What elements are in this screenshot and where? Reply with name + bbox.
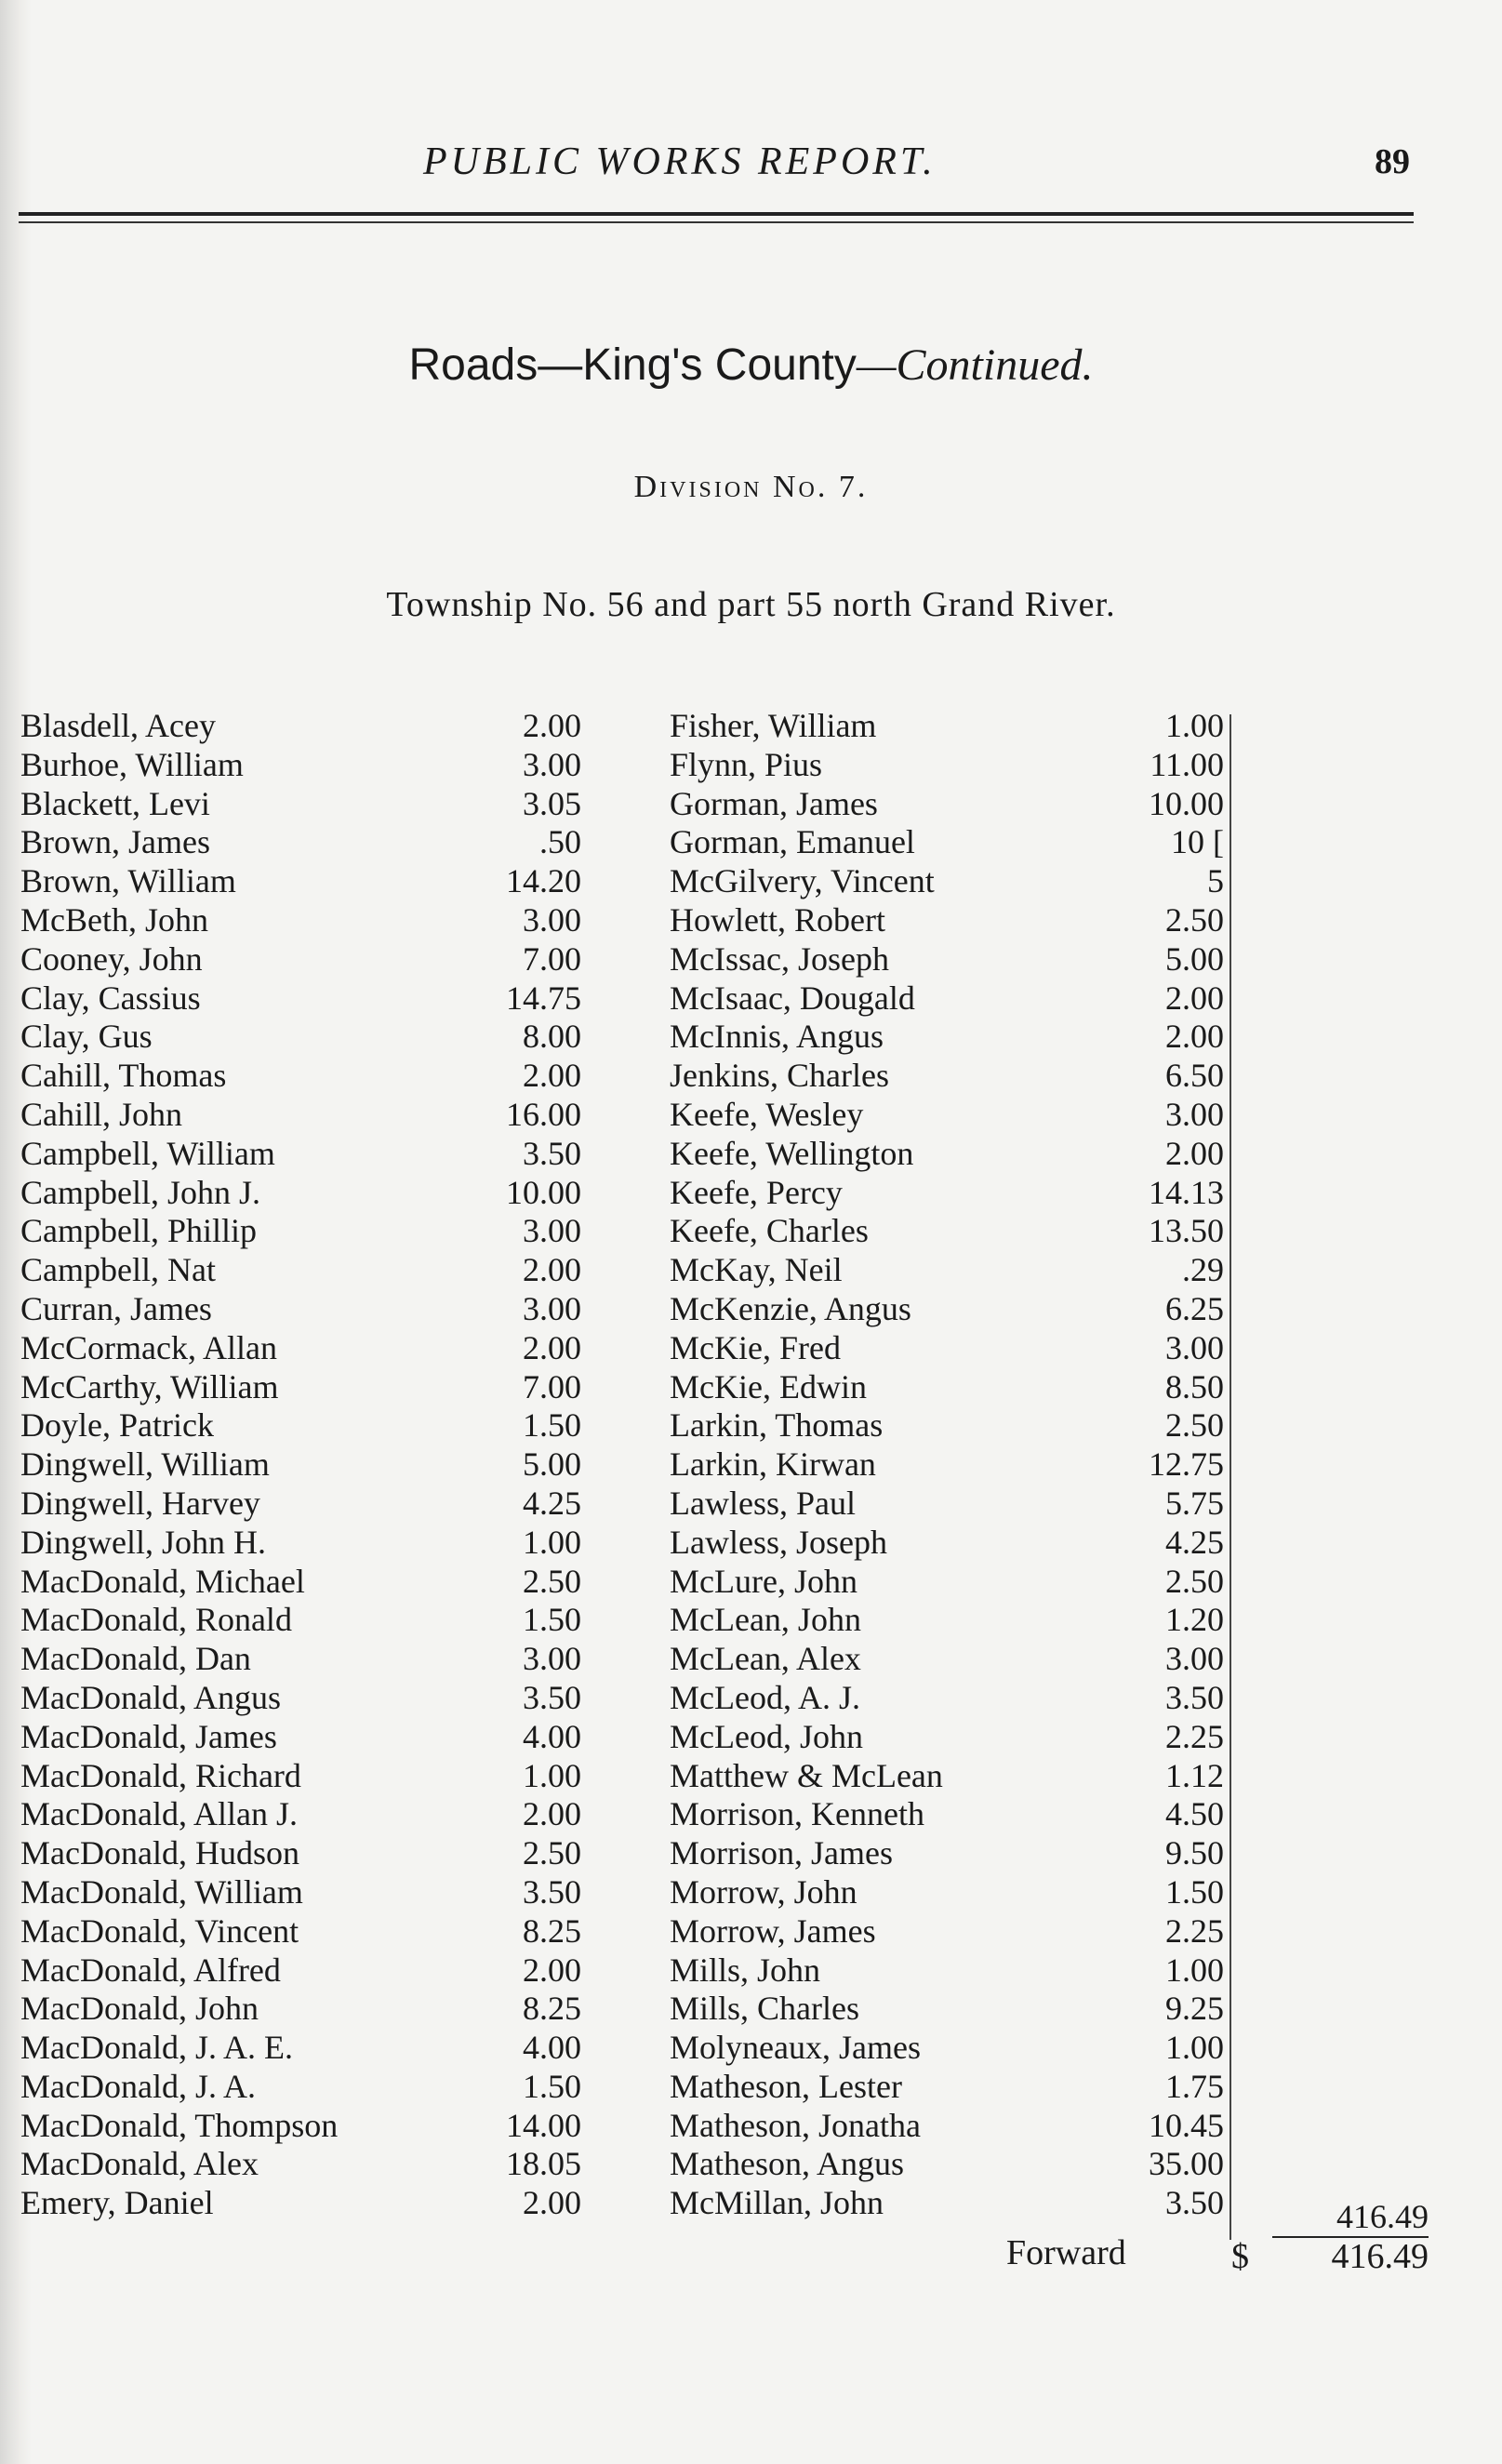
list-row bbox=[0, 1951, 1502, 1991]
list-row bbox=[0, 746, 1502, 785]
left-amount: .50 bbox=[539, 823, 581, 861]
left-name: MacDonald, James bbox=[20, 1717, 277, 1755]
right-amount: 12.75 bbox=[1149, 1445, 1224, 1484]
running-title: PUBLIC WORKS REPORT. bbox=[423, 140, 937, 183]
running-head bbox=[0, 140, 1502, 195]
list-row bbox=[0, 1679, 1502, 1718]
right-name: Keefe, Wesley bbox=[670, 1095, 864, 1133]
township-heading: Township No. 56 and part 55 north Grand River. bbox=[386, 585, 1116, 624]
left-name: Campbell, John J. bbox=[20, 1173, 260, 1211]
right-amount: 35.00 bbox=[1149, 2145, 1224, 2183]
left-name: MacDonald, Allan J. bbox=[20, 1795, 298, 1833]
right-amount: 3.00 bbox=[1165, 1328, 1224, 1366]
right-amount: 1.20 bbox=[1165, 1601, 1224, 1639]
left-name: Blasdell, Acey bbox=[20, 707, 216, 744]
right-amount: 2.25 bbox=[1165, 1911, 1224, 1950]
left-amount: 3.00 bbox=[523, 1289, 581, 1327]
left-name: MacDonald, Dan bbox=[20, 1640, 251, 1678]
right-amount: 10 [ bbox=[1171, 823, 1224, 861]
list-row bbox=[0, 707, 1502, 746]
left-amount: 2.50 bbox=[523, 1562, 581, 1600]
left-name: Brown, William bbox=[20, 862, 236, 900]
left-amount: 3.05 bbox=[523, 784, 581, 822]
section-title-main: Roads—King's County bbox=[408, 340, 857, 390]
list-row bbox=[0, 1990, 1502, 2029]
left-name: Clay, Cassius bbox=[20, 979, 201, 1017]
right-name: McIsaac, Dougald bbox=[670, 979, 915, 1017]
forward-label: Forward bbox=[1006, 2233, 1126, 2272]
list-row bbox=[0, 1912, 1502, 1951]
left-name: McBeth, John bbox=[20, 900, 208, 939]
right-name: Lawless, Joseph bbox=[670, 1523, 887, 1561]
left-amount: 3.00 bbox=[523, 745, 581, 783]
list-row bbox=[0, 1563, 1502, 1602]
right-amount: 1.00 bbox=[1165, 2029, 1224, 2067]
right-name: McLean, Alex bbox=[670, 1640, 861, 1678]
right-amount: 2.50 bbox=[1165, 1406, 1224, 1445]
left-name: Cahill, John bbox=[20, 1095, 183, 1133]
right-name: Jenkins, Charles bbox=[670, 1057, 889, 1095]
right-amount: 1.75 bbox=[1165, 2067, 1224, 2105]
header-rule-thick bbox=[19, 212, 1414, 216]
right-name: Larkin, Thomas bbox=[670, 1406, 884, 1445]
left-amount: 10.00 bbox=[506, 1173, 581, 1211]
right-name: Matheson, Lester bbox=[670, 2067, 902, 2105]
right-name: Lawless, Paul bbox=[670, 1484, 856, 1522]
list-row bbox=[0, 2145, 1502, 2184]
left-amount: 3.50 bbox=[523, 1134, 581, 1172]
right-amount: 8.50 bbox=[1165, 1367, 1224, 1405]
right-amount: 2.50 bbox=[1165, 900, 1224, 939]
list-row bbox=[0, 1251, 1502, 1290]
left-name: Blackett, Levi bbox=[20, 784, 210, 822]
list-row bbox=[0, 1057, 1502, 1096]
left-name: MacDonald, J. A. E. bbox=[20, 2029, 293, 2067]
left-name: Campbell, Nat bbox=[20, 1251, 216, 1289]
left-amount: 1.50 bbox=[523, 1406, 581, 1445]
right-amount: 2.00 bbox=[1165, 979, 1224, 1017]
amount-column-rule bbox=[1230, 714, 1231, 2240]
right-name: McKie, Edwin bbox=[670, 1367, 867, 1405]
left-amount: 5.00 bbox=[523, 1445, 581, 1484]
list-row bbox=[0, 1757, 1502, 1796]
left-name: MacDonald, William bbox=[20, 1872, 303, 1911]
left-amount: 3.00 bbox=[523, 1212, 581, 1250]
left-amount: 2.00 bbox=[523, 2184, 581, 2222]
right-amount: 6.25 bbox=[1165, 1289, 1224, 1327]
right-name: Morrison, James bbox=[670, 1834, 893, 1872]
left-amount: 3.00 bbox=[523, 900, 581, 939]
left-name: Doyle, Patrick bbox=[20, 1406, 214, 1445]
left-amount: 4.25 bbox=[523, 1484, 581, 1522]
right-amount: 6.50 bbox=[1165, 1057, 1224, 1095]
right-amount: 10.45 bbox=[1149, 2106, 1224, 2144]
left-name: Brown, James bbox=[20, 823, 210, 861]
list-row bbox=[0, 1096, 1502, 1135]
left-name: McCormack, Allan bbox=[20, 1328, 277, 1366]
right-name: Morrison, Kenneth bbox=[670, 1795, 924, 1833]
left-amount: 14.20 bbox=[506, 862, 581, 900]
left-amount: 4.00 bbox=[523, 2029, 581, 2067]
left-amount: 2.00 bbox=[523, 1951, 581, 1989]
left-amount: 2.00 bbox=[523, 707, 581, 744]
left-amount: 7.00 bbox=[523, 1367, 581, 1405]
page-number: 89 bbox=[1375, 142, 1410, 181]
left-name: MacDonald, Alfred bbox=[20, 1951, 281, 1989]
left-amount: 1.50 bbox=[523, 2067, 581, 2105]
right-amount: 5.00 bbox=[1165, 939, 1224, 978]
list-row bbox=[0, 1834, 1502, 1873]
right-amount: 13.50 bbox=[1149, 1212, 1224, 1250]
list-row bbox=[0, 1485, 1502, 1524]
list-row bbox=[0, 1445, 1502, 1485]
left-amount: 3.00 bbox=[523, 1640, 581, 1678]
list-row bbox=[0, 1329, 1502, 1368]
right-amount: 2.00 bbox=[1165, 1018, 1224, 1056]
left-amount: 1.00 bbox=[523, 1756, 581, 1794]
list-row bbox=[0, 1368, 1502, 1407]
right-amount: 3.00 bbox=[1165, 1095, 1224, 1133]
left-amount: 2.00 bbox=[523, 1057, 581, 1095]
left-amount: 7.00 bbox=[523, 939, 581, 978]
left-name: MacDonald, Angus bbox=[20, 1678, 281, 1716]
right-amount: 3.50 bbox=[1165, 2184, 1224, 2222]
left-amount: 2.00 bbox=[523, 1328, 581, 1366]
right-amount: 2.25 bbox=[1165, 1717, 1224, 1755]
right-amount: 3.00 bbox=[1165, 1640, 1224, 1678]
division-heading: Division No. 7. bbox=[633, 470, 869, 504]
left-name: MacDonald, Alex bbox=[20, 2145, 259, 2183]
left-amount: 14.00 bbox=[506, 2106, 581, 2144]
left-amount: 3.50 bbox=[523, 1678, 581, 1716]
left-name: MacDonald, Hudson bbox=[20, 1834, 299, 1872]
right-amount: .29 bbox=[1182, 1251, 1224, 1289]
list-row bbox=[0, 862, 1502, 901]
left-amount: 4.00 bbox=[523, 1717, 581, 1755]
right-amount: 9.25 bbox=[1165, 1990, 1224, 2028]
left-amount: 8.25 bbox=[523, 1990, 581, 2028]
list-row bbox=[0, 1795, 1502, 1834]
list-row bbox=[0, 1174, 1502, 1213]
left-name: McCarthy, William bbox=[20, 1367, 279, 1405]
right-amount: 11.00 bbox=[1150, 745, 1224, 783]
right-amount: 5.75 bbox=[1165, 1484, 1224, 1522]
left-amount: 14.75 bbox=[506, 979, 581, 1017]
left-name: MacDonald, Vincent bbox=[20, 1911, 299, 1950]
list-row bbox=[0, 1290, 1502, 1329]
right-amount: 3.50 bbox=[1165, 1678, 1224, 1716]
list-row bbox=[0, 1601, 1502, 1640]
left-amount: 2.50 bbox=[523, 1834, 581, 1872]
list-row bbox=[0, 2029, 1502, 2068]
right-name: Matheson, Jonatha bbox=[670, 2106, 921, 2144]
right-name: Matthew & McLean bbox=[670, 1756, 943, 1794]
right-name: McLeod, John bbox=[670, 1717, 863, 1755]
right-name: McLeod, A. J. bbox=[670, 1678, 860, 1716]
left-name: Campbell, William bbox=[20, 1134, 275, 1172]
left-amount: 8.00 bbox=[523, 1018, 581, 1056]
left-name: Cooney, John bbox=[20, 939, 203, 978]
right-name: Keefe, Wellington bbox=[670, 1134, 914, 1172]
right-amount: 1.12 bbox=[1165, 1756, 1224, 1794]
left-name: Dingwell, John H. bbox=[20, 1523, 266, 1561]
list-row bbox=[0, 2068, 1502, 2107]
list-row bbox=[0, 901, 1502, 940]
left-name: Burhoe, William bbox=[20, 745, 244, 783]
right-name: Matheson, Angus bbox=[670, 2145, 904, 2183]
right-name: Mills, Charles bbox=[670, 1990, 859, 2028]
left-name: MacDonald, J. A. bbox=[20, 2067, 256, 2105]
right-name: McInnis, Angus bbox=[670, 1018, 884, 1056]
list-row bbox=[0, 1718, 1502, 1757]
list-row bbox=[0, 2107, 1502, 2146]
right-name: McKenzie, Angus bbox=[670, 1289, 911, 1327]
right-name: Gorman, Emanuel bbox=[670, 823, 915, 861]
right-amount: 9.50 bbox=[1165, 1834, 1224, 1872]
right-amount: 14.13 bbox=[1149, 1173, 1224, 1211]
right-name: McLure, John bbox=[670, 1562, 857, 1600]
left-amount: 1.00 bbox=[523, 1523, 581, 1561]
right-amount: 2.00 bbox=[1165, 1134, 1224, 1172]
forward-amount: 416.49 bbox=[1331, 2237, 1429, 2276]
right-amount: 4.25 bbox=[1165, 1523, 1224, 1561]
currency-symbol: $ bbox=[1231, 2237, 1249, 2276]
left-name: Curran, James bbox=[20, 1289, 212, 1327]
left-name: Emery, Daniel bbox=[20, 2184, 214, 2222]
section-title-continued: —Continued. bbox=[856, 340, 1094, 390]
right-name: Molyneaux, James bbox=[670, 2029, 921, 2067]
list-row bbox=[0, 785, 1502, 824]
header-rule-thin bbox=[19, 221, 1414, 223]
right-name: Keefe, Charles bbox=[670, 1212, 869, 1250]
right-name: Howlett, Robert bbox=[670, 900, 885, 939]
left-amount: 1.50 bbox=[523, 1601, 581, 1639]
right-amount: 1.00 bbox=[1165, 707, 1224, 744]
right-amount: 1.50 bbox=[1165, 1872, 1224, 1911]
right-amount: 4.50 bbox=[1165, 1795, 1224, 1833]
right-name: Morrow, John bbox=[670, 1872, 857, 1911]
left-amount: 18.05 bbox=[506, 2145, 581, 2183]
right-name: Morrow, James bbox=[670, 1911, 876, 1950]
payment-list bbox=[0, 707, 1502, 2223]
right-amount: 1.00 bbox=[1165, 1951, 1224, 1989]
right-amount: 2.50 bbox=[1165, 1562, 1224, 1600]
left-name: Clay, Gus bbox=[20, 1018, 153, 1056]
list-row bbox=[0, 823, 1502, 862]
right-name: Flynn, Pius bbox=[670, 745, 823, 783]
right-name: McKay, Neil bbox=[670, 1251, 843, 1289]
list-row bbox=[0, 1640, 1502, 1679]
right-name: McGilvery, Vincent bbox=[670, 862, 935, 900]
right-name: McIssac, Joseph bbox=[670, 939, 889, 978]
right-amount: 5 bbox=[1207, 862, 1224, 900]
right-name: Gorman, James bbox=[670, 784, 878, 822]
list-row bbox=[0, 940, 1502, 979]
right-name: Keefe, Percy bbox=[670, 1173, 843, 1211]
left-amount: 3.50 bbox=[523, 1872, 581, 1911]
left-name: Cahill, Thomas bbox=[20, 1057, 227, 1095]
left-name: Campbell, Phillip bbox=[20, 1212, 258, 1250]
list-row bbox=[0, 1135, 1502, 1174]
left-amount: 8.25 bbox=[523, 1911, 581, 1950]
right-name: Larkin, Kirwan bbox=[670, 1445, 876, 1484]
left-name: MacDonald, Richard bbox=[20, 1756, 301, 1794]
right-name: McKie, Fred bbox=[670, 1328, 841, 1366]
left-amount: 2.00 bbox=[523, 1251, 581, 1289]
right-name: Mills, John bbox=[670, 1951, 821, 1989]
left-name: MacDonald, John bbox=[20, 1990, 259, 2028]
right-name: McLean, John bbox=[670, 1601, 861, 1639]
right-amount: 10.00 bbox=[1149, 784, 1224, 822]
section-title bbox=[0, 340, 1502, 391]
column-total: 416.49 bbox=[1336, 2198, 1429, 2235]
list-row bbox=[0, 1212, 1502, 1251]
list-row bbox=[0, 1018, 1502, 1057]
list-row bbox=[0, 1873, 1502, 1912]
left-amount: 16.00 bbox=[506, 1095, 581, 1133]
list-row bbox=[0, 1524, 1502, 1563]
left-name: MacDonald, Ronald bbox=[20, 1601, 292, 1639]
left-name: Dingwell, Harvey bbox=[20, 1484, 260, 1522]
left-amount: 2.00 bbox=[523, 1795, 581, 1833]
list-row bbox=[0, 979, 1502, 1019]
right-name: Fisher, William bbox=[670, 707, 877, 744]
left-name: MacDonald, Thompson bbox=[20, 2106, 339, 2144]
left-name: MacDonald, Michael bbox=[20, 1562, 305, 1600]
right-name: McMillan, John bbox=[670, 2184, 884, 2222]
list-row bbox=[0, 1406, 1502, 1445]
left-name: Dingwell, William bbox=[20, 1445, 270, 1484]
